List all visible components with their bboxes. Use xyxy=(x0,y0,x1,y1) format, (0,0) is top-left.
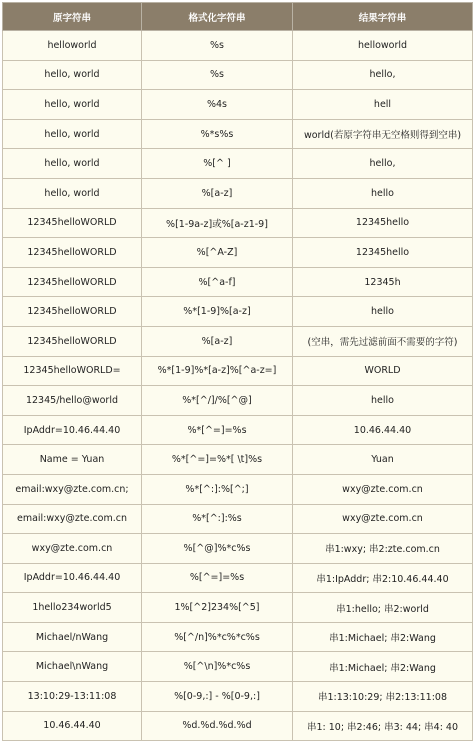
cell-format-string: %*[1-9]%*[a-z]%[^a-z=] xyxy=(142,356,293,386)
cell-result-string: 10.46.44.40 xyxy=(293,415,473,445)
table-row xyxy=(3,31,473,61)
cell-result-string: 串1:13:10:29; 串2:13:11:08 xyxy=(293,682,473,712)
table-row xyxy=(3,178,473,208)
cell-format-string: %[^@]%*c%s xyxy=(142,534,293,564)
cell-format-string: %[a-z] xyxy=(142,326,293,356)
cell-result-string: (空串，需先过滤前面不需要的字符) xyxy=(293,326,473,356)
cell-format-string: %[^\n]%*c%s xyxy=(142,652,293,682)
cell-format-string: %s xyxy=(142,31,293,61)
cell-format-string: %4s xyxy=(142,90,293,120)
cell-result-string: 串1:IpAddr; 串2:10.46.44.40 xyxy=(293,563,473,593)
cell-result-string: 12345hello xyxy=(293,238,473,268)
table-row xyxy=(3,652,473,682)
cell-source-string: 12345helloWORLD xyxy=(3,238,142,268)
cell-source-string: 12345/hello@world xyxy=(3,386,142,416)
cell-source-string: 12345helloWORLD xyxy=(3,297,142,327)
table-header-row xyxy=(3,3,473,31)
cell-result-string: wxy@zte.com.cn xyxy=(293,474,473,504)
table-row xyxy=(3,563,473,593)
cell-format-string: %*[^:]:%s xyxy=(142,504,293,534)
cell-result-string: hell xyxy=(293,90,473,120)
table-row xyxy=(3,149,473,179)
cell-result-string: 串1:Michael; 串2:Wang xyxy=(293,652,473,682)
cell-result-string: 串1:wxy; 串2:zte.com.cn xyxy=(293,534,473,564)
table-row xyxy=(3,119,473,149)
table-row xyxy=(3,622,473,652)
table-row xyxy=(3,504,473,534)
cell-source-string: 13:10:29-13:11:08 xyxy=(3,682,142,712)
cell-source-string: hello, world xyxy=(3,60,142,90)
cell-source-string: 12345helloWORLD xyxy=(3,208,142,238)
cell-source-string: hello, world xyxy=(3,149,142,179)
table-row xyxy=(3,297,473,327)
table-row xyxy=(3,267,473,297)
cell-result-string: hello, xyxy=(293,60,473,90)
cell-format-string: %[0-9,:] - %[0-9,:] xyxy=(142,682,293,712)
cell-source-string: email:wxy@zte.com.cn xyxy=(3,504,142,534)
cell-format-string: %d.%d.%d.%d xyxy=(142,711,293,741)
cell-result-string: 12345h xyxy=(293,267,473,297)
table-row xyxy=(3,415,473,445)
cell-result-string: 12345hello xyxy=(293,208,473,238)
format-string-table-container xyxy=(2,2,472,741)
cell-source-string: Name = Yuan xyxy=(3,445,142,475)
cell-format-string: %[1-9a-z]或%[a-z1-9] xyxy=(142,208,293,238)
cell-format-string: %[a-z] xyxy=(142,178,293,208)
cell-format-string: %*[^:]:%[^;] xyxy=(142,474,293,504)
cell-format-string: %[^a-f] xyxy=(142,267,293,297)
cell-result-string: 串1: 10; 串2:46; 串3: 44; 串4: 40 xyxy=(293,711,473,741)
table-row xyxy=(3,356,473,386)
cell-source-string: Michael\nWang xyxy=(3,652,142,682)
cell-source-string: 12345helloWORLD xyxy=(3,326,142,356)
cell-format-string: %s xyxy=(142,60,293,90)
cell-result-string: hello, xyxy=(293,149,473,179)
table-row xyxy=(3,682,473,712)
cell-source-string: helloworld xyxy=(3,31,142,61)
cell-result-string: hello xyxy=(293,178,473,208)
cell-result-string: 串1:Michael; 串2:Wang xyxy=(293,622,473,652)
cell-source-string: 10.46.44.40 xyxy=(3,711,142,741)
format-string-table xyxy=(2,2,473,741)
table-row xyxy=(3,208,473,238)
cell-source-string: hello, world xyxy=(3,90,142,120)
header-format-string: 格式化字符串 xyxy=(142,3,293,31)
header-source-string: 原字符串 xyxy=(3,3,142,31)
cell-format-string: %*[1-9]%[a-z] xyxy=(142,297,293,327)
cell-result-string: helloworld xyxy=(293,31,473,61)
table-row xyxy=(3,90,473,120)
table-row xyxy=(3,326,473,356)
header-result-string: 结果字符串 xyxy=(293,3,473,31)
table-row xyxy=(3,386,473,416)
cell-format-string: %[^=]=%s xyxy=(142,563,293,593)
cell-source-string: 12345helloWORLD xyxy=(3,267,142,297)
cell-format-string: %[^A-Z] xyxy=(142,238,293,268)
cell-source-string: Michael/nWang xyxy=(3,622,142,652)
cell-source-string: hello, world xyxy=(3,178,142,208)
table-row xyxy=(3,474,473,504)
table-row xyxy=(3,60,473,90)
table-row xyxy=(3,534,473,564)
cell-format-string: %*[^/]/%[^@] xyxy=(142,386,293,416)
cell-format-string: %[^/n]%*c%*c%s xyxy=(142,622,293,652)
cell-format-string: %[^ ] xyxy=(142,149,293,179)
cell-result-string: hello xyxy=(293,386,473,416)
cell-source-string: 1hello234world5 xyxy=(3,593,142,623)
cell-source-string: hello, world xyxy=(3,119,142,149)
cell-source-string: IpAddr=10.46.44.40 xyxy=(3,415,142,445)
cell-result-string: wxy@zte.com.cn xyxy=(293,504,473,534)
cell-result-string: hello xyxy=(293,297,473,327)
cell-format-string: %*[^=]=%s xyxy=(142,415,293,445)
table-row xyxy=(3,445,473,475)
cell-result-string: world(若原字符串无空格则得到空串) xyxy=(293,119,473,149)
cell-source-string: email:wxy@zte.com.cn; xyxy=(3,474,142,504)
table-row xyxy=(3,238,473,268)
cell-result-string: WORLD xyxy=(293,356,473,386)
cell-result-string: 串1:hello; 串2:world xyxy=(293,593,473,623)
cell-result-string: Yuan xyxy=(293,445,473,475)
cell-source-string: 12345helloWORLD= xyxy=(3,356,142,386)
table-row xyxy=(3,593,473,623)
table-body xyxy=(3,31,473,741)
cell-format-string: %*[^=]=%*[ \t]%s xyxy=(142,445,293,475)
cell-source-string: wxy@zte.com.cn xyxy=(3,534,142,564)
cell-format-string: 1%[^2]234%[^5] xyxy=(142,593,293,623)
table-row xyxy=(3,711,473,741)
cell-format-string: %*s%s xyxy=(142,119,293,149)
cell-source-string: IpAddr=10.46.44.40 xyxy=(3,563,142,593)
